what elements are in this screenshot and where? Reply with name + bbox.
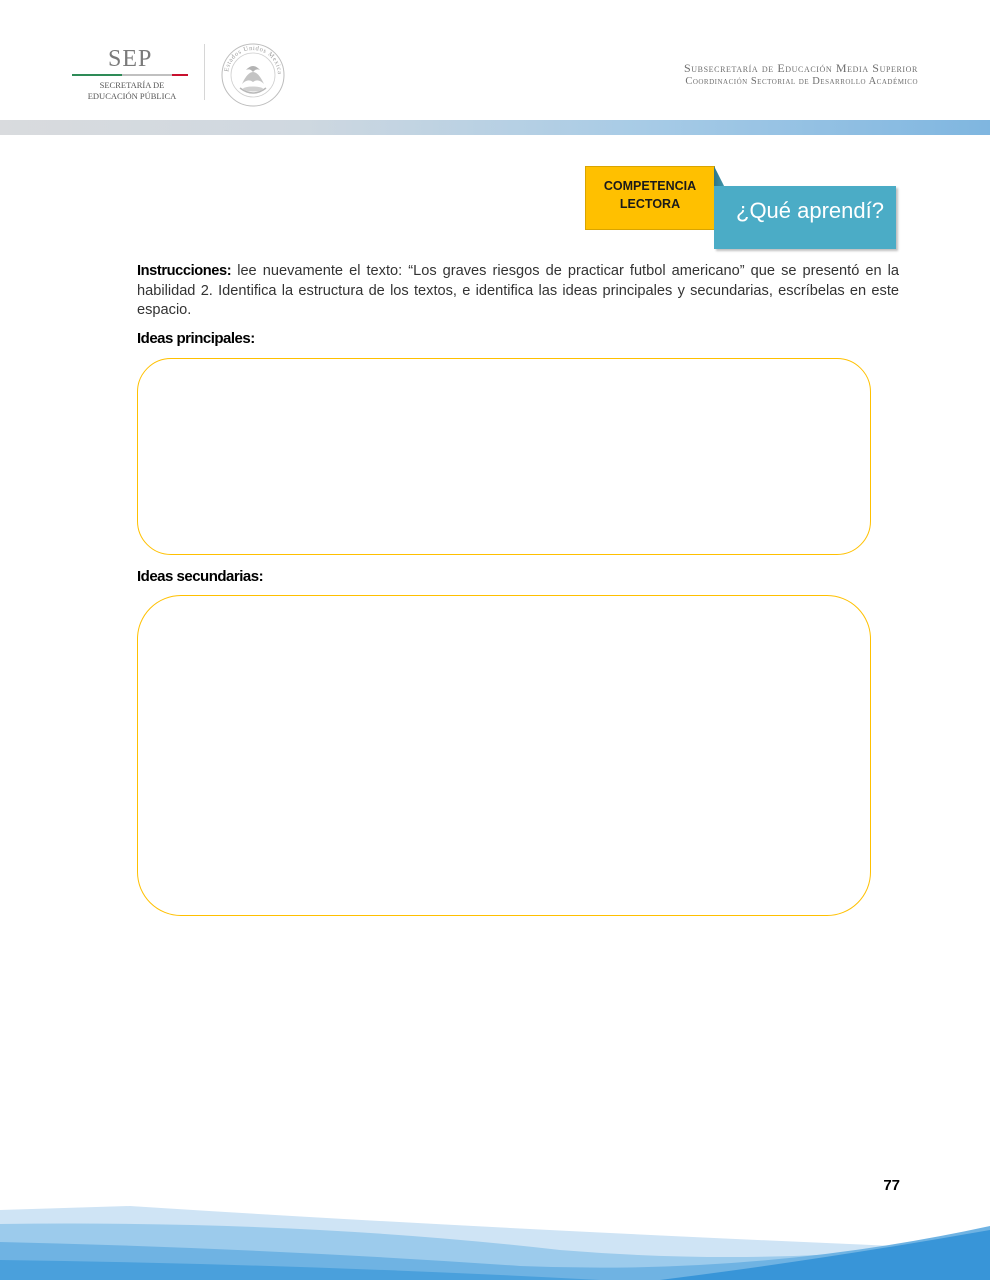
logo-divider	[204, 44, 205, 100]
institution-line2: Coordinación Sectorial de Desarrollo Académico	[685, 76, 918, 87]
sep-subtitle	[70, 80, 194, 102]
que-aprendi-banner	[714, 186, 896, 249]
instructions-text: lee nuevamente el texto: “Los graves riesgos de practicar futbol americano” que se presentó en la habilidad 2. Identifica la estructura de los textos, e identifica las ideas principales y secundarias, escríbelas en este espacio.	[137, 263, 899, 319]
secondary-ideas-title: Ideas secundarias:	[137, 568, 264, 585]
main-ideas-title: Ideas principales:	[137, 330, 255, 347]
flag-green-line	[72, 74, 122, 76]
instructions-lead: Instrucciones:	[137, 263, 232, 279]
institution-header	[684, 61, 918, 87]
sep-subtitle-line1: SECRETARÍA DE	[99, 80, 165, 90]
footer-wave	[0, 1190, 990, 1280]
competencia-label	[586, 177, 714, 213]
flag-white-line	[122, 74, 172, 76]
secondary-ideas-answer-box[interactable]	[137, 595, 871, 916]
institution-line1: Subsecretaría de Educación Media Superior	[684, 61, 918, 75]
main-ideas-answer-box[interactable]	[137, 358, 871, 555]
sep-subtitle-line2: EDUCACIÓN PÚBLICA	[87, 91, 177, 101]
instructions	[137, 262, 899, 321]
que-aprendi-title: ¿Qué aprendí?	[736, 198, 884, 223]
sep-logo	[60, 40, 300, 110]
national-seal-icon	[220, 42, 286, 108]
competencia-label-line2: LECTORA	[619, 197, 681, 211]
header-band	[0, 120, 990, 135]
page-number: 77	[883, 1177, 900, 1194]
competencia-label-line1: COMPETENCIA	[603, 179, 697, 193]
sep-acronym: SEP	[108, 46, 153, 72]
competencia-badge	[585, 166, 715, 230]
flag-red-line	[172, 74, 188, 76]
seal-text: Estados Unidos Mexica	[223, 44, 284, 75]
